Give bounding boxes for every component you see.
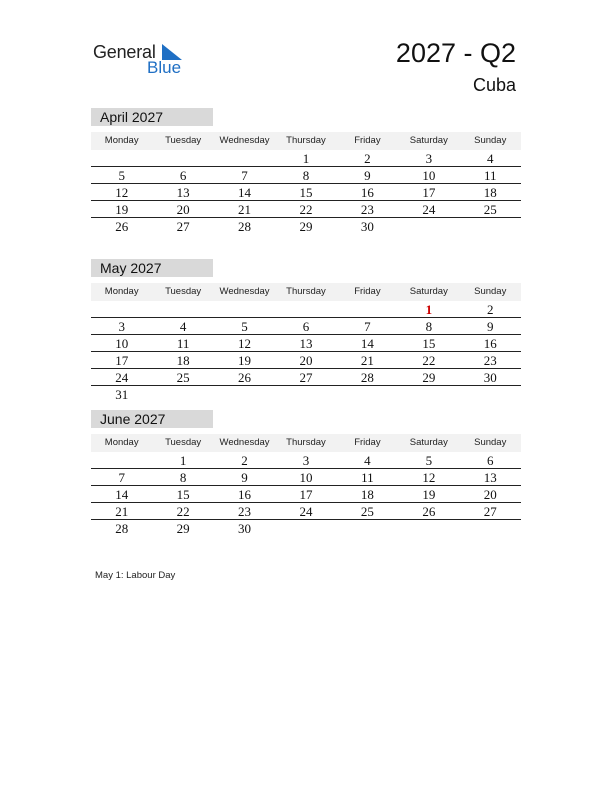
month-may — [91, 259, 521, 403]
day-cell: 28 — [238, 219, 252, 234]
weekday-wednesday: Wednesday — [219, 286, 270, 297]
day-cell: 15 — [299, 185, 313, 200]
month-april — [91, 108, 521, 235]
weekday-sunday: Sunday — [474, 286, 507, 297]
day-cell: 19 — [115, 202, 129, 217]
month-label: June 2027 — [91, 410, 213, 428]
weekday-saturday: Saturday — [409, 437, 448, 448]
empty-day-cell — [91, 301, 152, 317]
day-cell: 12 — [115, 185, 129, 200]
day-cell: 20 — [176, 202, 190, 217]
week-row — [91, 218, 521, 235]
empty-day-cell — [152, 386, 213, 403]
day-cell: 12 — [422, 470, 436, 485]
day-cell: 4 — [179, 319, 187, 334]
weekday-friday: Friday — [354, 437, 381, 448]
day-cell: 14 — [238, 185, 252, 200]
day-cell: 8 — [179, 470, 187, 485]
day-cell: 1 — [179, 453, 187, 468]
empty-day-cell — [214, 150, 275, 166]
generalblue-logo — [93, 40, 193, 80]
day-cell: 20 — [299, 353, 313, 368]
weekday-wednesday: Wednesday — [219, 135, 270, 146]
day-cell: 15 — [176, 487, 190, 502]
day-cell: 24 — [115, 370, 129, 385]
day-cell: 30 — [360, 219, 374, 234]
day-cell: 3 — [302, 453, 310, 468]
day-cell: 20 — [483, 487, 497, 502]
empty-day-cell — [275, 520, 336, 537]
week-row — [91, 503, 521, 520]
empty-day-cell — [398, 218, 459, 235]
week-row — [91, 520, 521, 537]
day-cell: 2 — [486, 302, 494, 317]
day-cell: 23 — [483, 353, 497, 368]
day-cell: 16 — [238, 487, 252, 502]
weekday-thursday: Thursday — [286, 135, 326, 146]
day-cell: 11 — [483, 168, 497, 183]
day-cell: 26 — [422, 504, 436, 519]
day-cell: 11 — [176, 336, 190, 351]
day-cell: 1 — [302, 151, 310, 166]
holiday-note: May 1: Labour Day — [95, 570, 176, 581]
day-cell: 27 — [176, 219, 190, 234]
week-row — [91, 150, 521, 167]
day-cell: 14 — [360, 336, 374, 351]
day-cell: 30 — [483, 370, 497, 385]
day-cell: 1 — [425, 302, 433, 317]
empty-day-cell — [275, 386, 336, 403]
day-cell: 26 — [115, 219, 129, 234]
day-cell: 9 — [486, 319, 494, 334]
day-cell: 12 — [238, 336, 252, 351]
month-june — [91, 410, 521, 537]
weekday-header-row — [91, 132, 521, 150]
weekday-tuesday: Tuesday — [165, 286, 202, 297]
empty-day-cell — [91, 150, 152, 166]
week-row — [91, 184, 521, 201]
day-cell: 13 — [299, 336, 313, 351]
week-row — [91, 352, 521, 369]
day-cell: 18 — [483, 185, 497, 200]
day-cell: 7 — [118, 470, 125, 485]
day-cell: 13 — [483, 470, 497, 485]
day-cell: 28 — [115, 521, 129, 536]
day-cell: 25 — [360, 504, 374, 519]
empty-day-cell — [214, 301, 275, 317]
weekday-saturday: Saturday — [409, 286, 448, 297]
day-cell: 24 — [422, 202, 436, 217]
empty-day-cell — [214, 386, 275, 403]
day-cell: 25 — [483, 202, 497, 217]
empty-day-cell — [398, 520, 459, 537]
week-row — [91, 318, 521, 335]
weekday-wednesday: Wednesday — [219, 437, 270, 448]
weekday-tuesday: Tuesday — [165, 135, 202, 146]
day-cell: 29 — [176, 521, 190, 536]
day-cell: 9 — [241, 470, 248, 485]
quarter-title: 2027 - Q2 — [395, 38, 516, 68]
day-cell: 2 — [364, 151, 371, 166]
weekday-sunday: Sunday — [474, 135, 507, 146]
day-cell: 22 — [422, 353, 436, 368]
day-cell: 11 — [361, 470, 374, 485]
day-cell: 23 — [360, 202, 374, 217]
empty-day-cell — [460, 520, 521, 537]
day-cell: 18 — [176, 353, 190, 368]
day-cell: 22 — [176, 504, 190, 519]
weekday-sunday: Sunday — [474, 437, 507, 448]
day-cell: 27 — [299, 370, 313, 385]
day-cell: 14 — [115, 487, 129, 502]
week-row — [91, 167, 521, 184]
day-cell: 17 — [115, 353, 129, 368]
week-row — [91, 335, 521, 352]
empty-day-cell — [337, 301, 398, 317]
day-cell: 3 — [425, 151, 433, 166]
day-cell: 17 — [422, 185, 436, 200]
logo-general-text: General — [93, 42, 156, 62]
weekday-friday: Friday — [354, 135, 381, 146]
day-cell: 7 — [241, 168, 248, 183]
week-row — [91, 386, 521, 403]
day-cell: 10 — [422, 168, 436, 183]
week-row — [91, 301, 521, 318]
weeks-container — [91, 301, 521, 403]
day-cell: 6 — [302, 319, 310, 334]
day-cell: 31 — [115, 387, 129, 402]
week-row — [91, 201, 521, 218]
month-label: April 2027 — [91, 108, 213, 126]
empty-day-cell — [337, 520, 398, 537]
weekday-saturday: Saturday — [409, 135, 448, 146]
weekday-monday: Monday — [104, 286, 139, 297]
day-cell: 4 — [364, 453, 371, 468]
weekday-friday: Friday — [354, 286, 381, 297]
day-cell: 8 — [302, 168, 310, 183]
day-cell: 29 — [422, 370, 436, 385]
day-cell: 17 — [299, 487, 313, 502]
day-cell: 10 — [299, 470, 313, 485]
day-cell: 21 — [115, 504, 129, 519]
day-cell: 8 — [425, 319, 433, 334]
weekday-header-row — [91, 434, 521, 452]
logo-blue-text: Blue — [147, 58, 182, 77]
weekday-monday: Monday — [104, 135, 139, 146]
day-cell: 29 — [299, 219, 313, 234]
day-cell: 18 — [360, 487, 374, 502]
day-cell: 27 — [483, 504, 497, 519]
day-cell: 7 — [364, 319, 371, 334]
day-cell: 15 — [422, 336, 436, 351]
day-cell: 23 — [238, 504, 252, 519]
weekday-thursday: Thursday — [286, 437, 326, 448]
empty-day-cell — [398, 386, 459, 403]
day-cell: 9 — [364, 168, 371, 183]
week-row — [91, 369, 521, 386]
day-cell: 3 — [118, 319, 125, 334]
week-row — [91, 486, 521, 503]
day-cell: 13 — [176, 185, 190, 200]
day-cell: 28 — [360, 370, 374, 385]
empty-day-cell — [460, 218, 521, 235]
day-cell: 5 — [425, 453, 433, 468]
day-cell: 5 — [241, 319, 248, 334]
day-cell: 21 — [238, 202, 252, 217]
day-cell: 6 — [486, 453, 494, 468]
week-row — [91, 452, 521, 469]
day-cell: 22 — [299, 202, 313, 217]
day-cell: 2 — [241, 453, 248, 468]
empty-day-cell — [460, 386, 521, 403]
day-cell: 19 — [238, 353, 252, 368]
day-cell: 26 — [238, 370, 252, 385]
day-cell: 21 — [360, 353, 374, 368]
empty-day-cell — [91, 452, 152, 468]
day-cell: 4 — [486, 151, 494, 166]
day-cell: 16 — [483, 336, 497, 351]
month-label: May 2027 — [91, 259, 213, 277]
day-cell: 5 — [118, 168, 125, 183]
day-cell: 24 — [299, 504, 313, 519]
weeks-container — [91, 150, 521, 235]
country-title: Cuba — [472, 75, 516, 95]
empty-day-cell — [152, 301, 213, 317]
weekday-monday: Monday — [104, 437, 139, 448]
day-cell: 30 — [238, 521, 252, 536]
day-cell: 19 — [422, 487, 436, 502]
week-row — [91, 469, 521, 486]
empty-day-cell — [275, 301, 336, 317]
empty-day-cell — [337, 386, 398, 403]
day-cell: 16 — [360, 185, 374, 200]
weekday-thursday: Thursday — [286, 286, 326, 297]
empty-day-cell — [152, 150, 213, 166]
weeks-container — [91, 452, 521, 537]
weekday-tuesday: Tuesday — [165, 437, 202, 448]
weekday-header-row — [91, 283, 521, 301]
day-cell: 10 — [115, 336, 129, 351]
day-cell: 25 — [176, 370, 190, 385]
day-cell: 6 — [179, 168, 187, 183]
